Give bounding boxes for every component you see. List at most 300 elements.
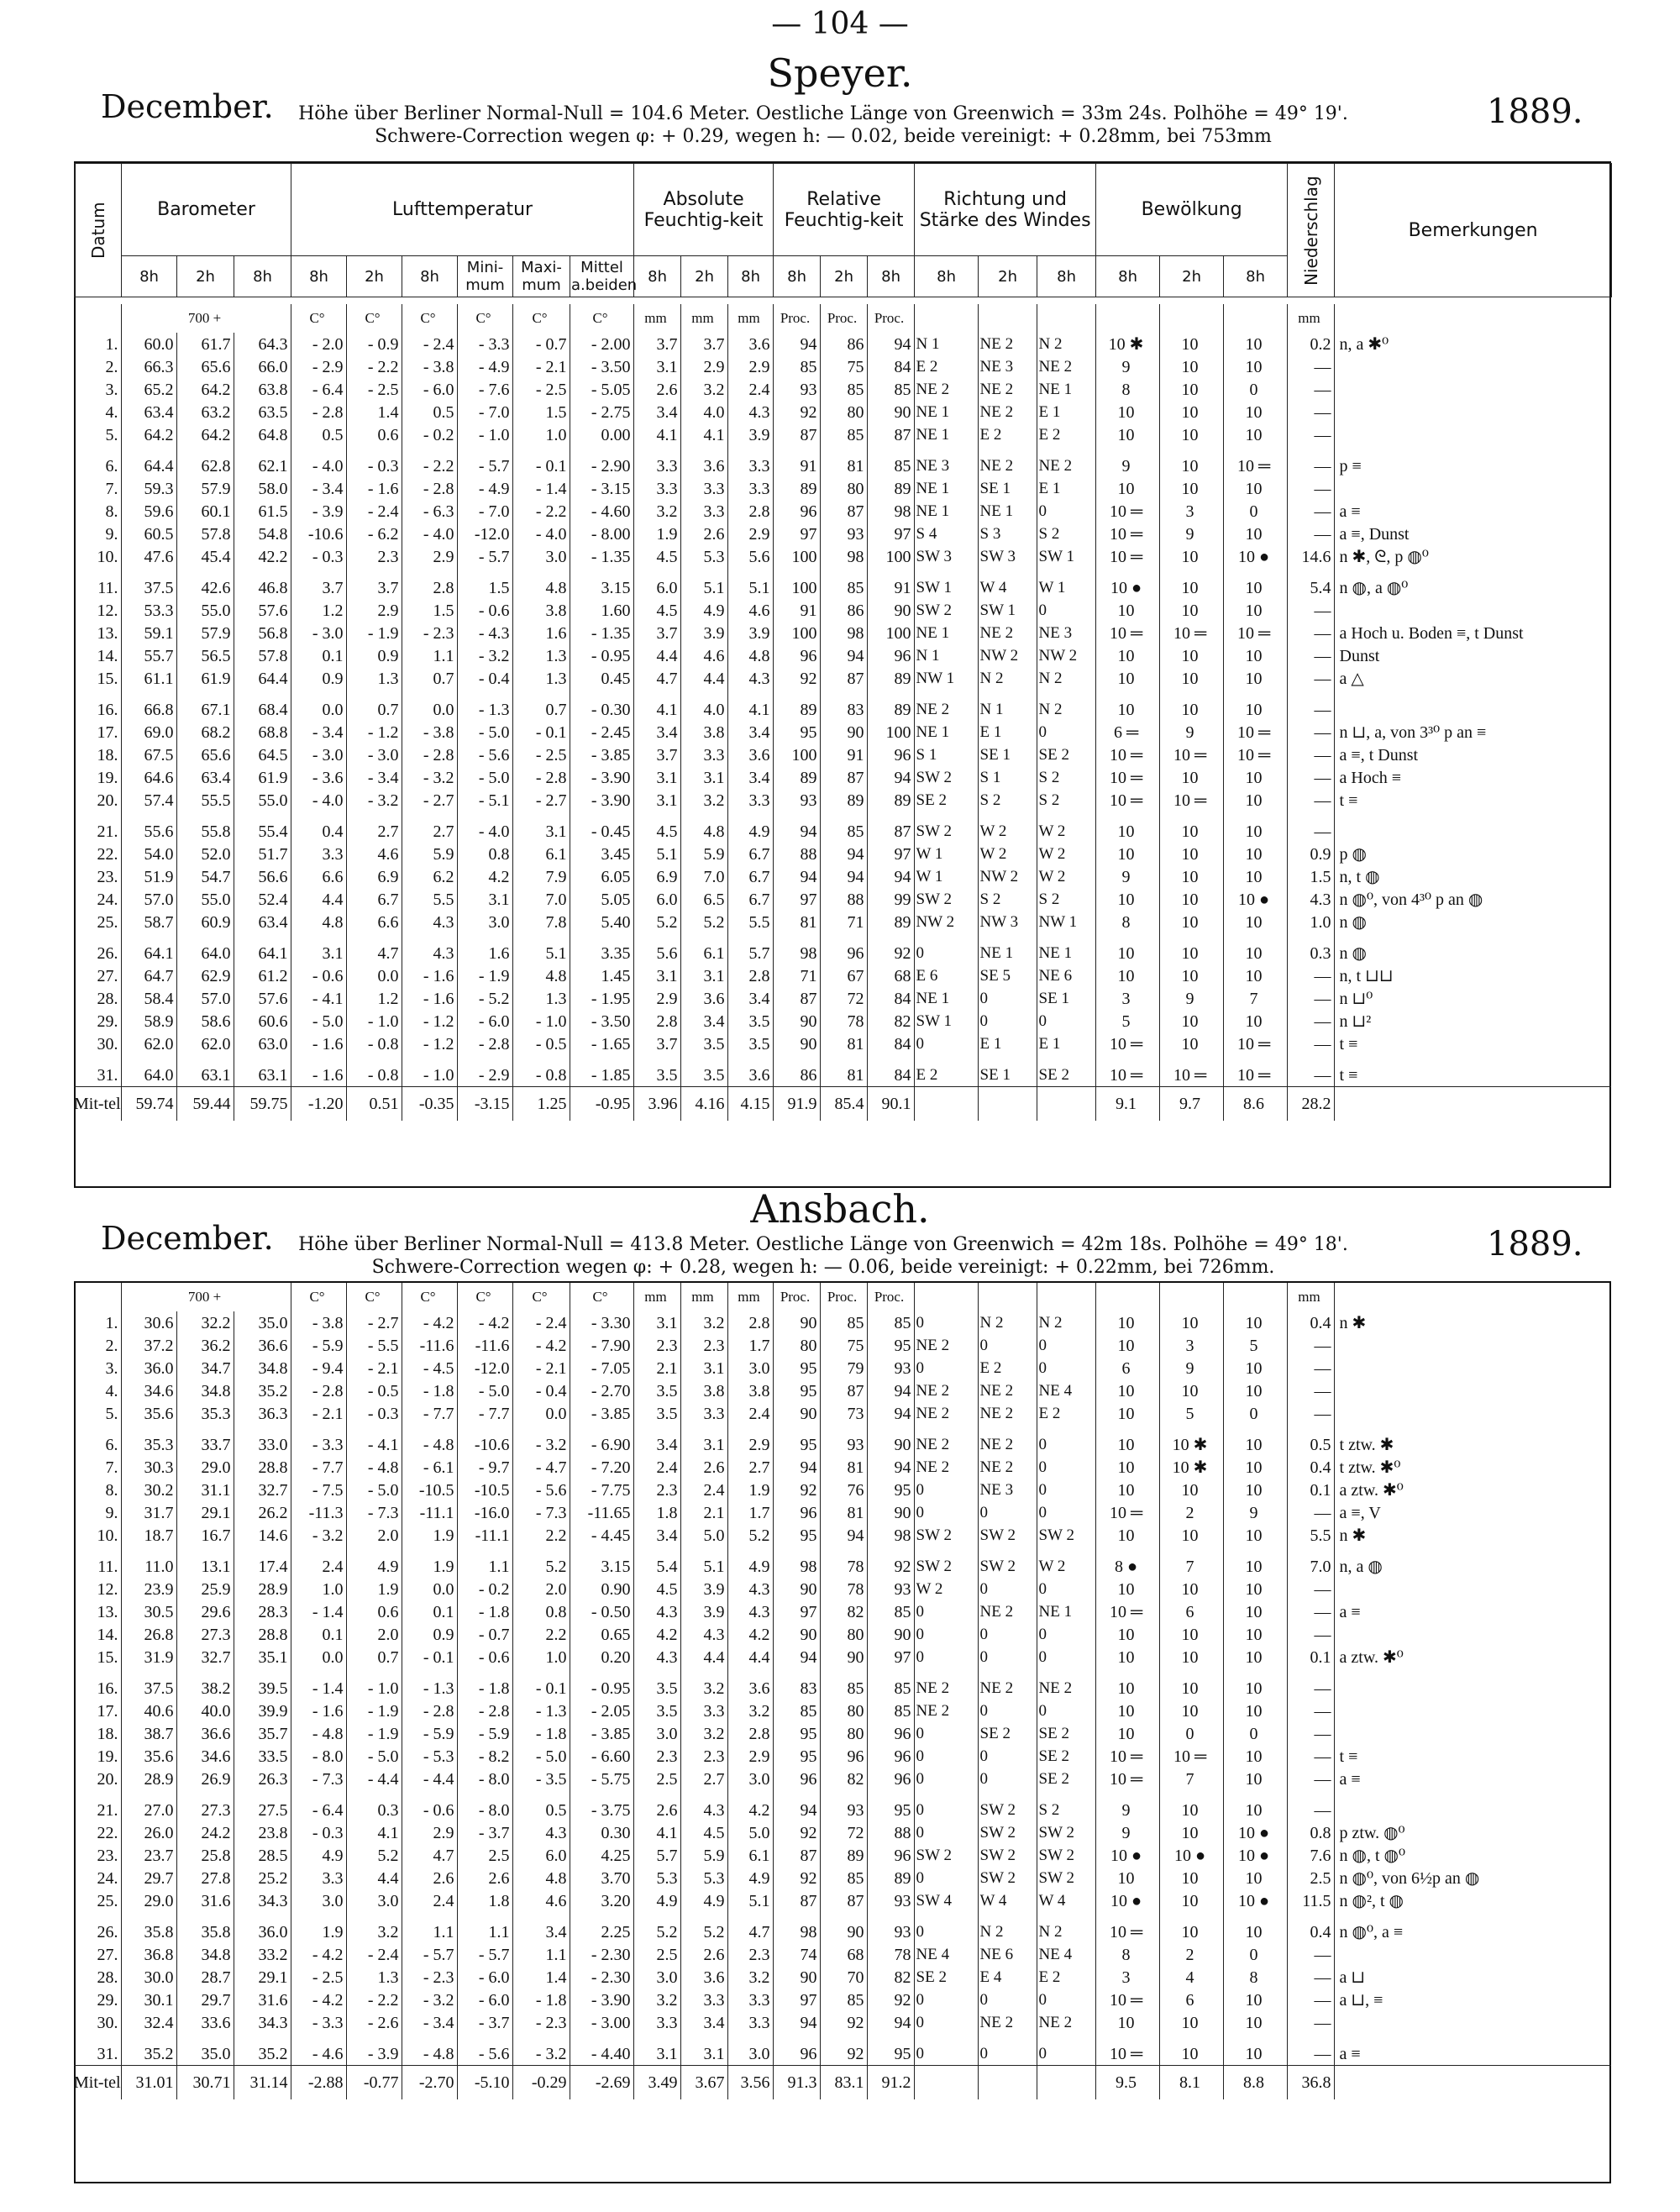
cell-niederschlag: 5.4 xyxy=(1287,568,1334,599)
cell-rel-2h: 82 xyxy=(820,1768,867,1790)
cell-temp-min: -11.6 xyxy=(457,1334,512,1357)
cell-rel-8h: 98 xyxy=(773,933,820,964)
cell-rel-2h: 98 xyxy=(820,622,867,644)
cell-wind-8h: NE 1 xyxy=(914,987,978,1010)
cell-temp-8h-eve: - 0.2 xyxy=(402,423,457,446)
cell-baro-8h: 64.1 xyxy=(121,933,176,964)
cell-cloud-8h: 10 xyxy=(1095,1722,1159,1745)
cell-temp-8h: 0.0 xyxy=(291,1646,346,1668)
cell-baro-8h: 34.6 xyxy=(121,1379,176,1402)
cell-temp-min: - 6.0 xyxy=(457,1989,512,2011)
cell-rel-8h: 96 xyxy=(773,1501,820,1524)
cell-abs-8h: 3.4 xyxy=(633,1524,680,1547)
cell-temp-2h: - 0.3 xyxy=(346,446,402,477)
cell-cloud-2h: 10 ═ xyxy=(1159,1745,1223,1768)
cell-cloud-8h: 10 ═ xyxy=(1095,1600,1159,1623)
cell-temp-8h-eve: 2.4 xyxy=(402,1889,457,1912)
cell-baro-8h-eve: 63.5 xyxy=(234,401,291,423)
cell-temp-8h-eve: - 1.0 xyxy=(402,1055,457,1087)
cell-baro-8h: 63.4 xyxy=(121,401,176,423)
cell-rel-8h-eve: 94 xyxy=(867,1402,914,1425)
cell-rel-8h-eve: 84 xyxy=(867,1032,914,1055)
cell-abs-2h: 2.6 xyxy=(680,1943,727,1966)
cell-temp-mittel: 3.15 xyxy=(570,568,633,599)
cell-temp-8h: 4.9 xyxy=(291,1844,346,1867)
cell-cloud-8h: 10 xyxy=(1095,401,1159,423)
cell-temp-min: - 4.2 xyxy=(457,1311,512,1334)
cell-baro-2h: 32.2 xyxy=(176,1311,234,1334)
cell-rel-8h: 91.9 xyxy=(773,1087,820,1122)
cell-temp-mittel: - 1.95 xyxy=(570,987,633,1010)
cell-temp-mittel: - 2.70 xyxy=(570,1379,633,1402)
cell-temp-8h: - 8.0 xyxy=(291,1745,346,1768)
cell-cloud-8h-eve: 10 xyxy=(1223,1989,1287,2011)
cell-niederschlag: — xyxy=(1287,1989,1334,2011)
cell-rel-8h: 90 xyxy=(773,1578,820,1600)
cell-abs-8h-eve: 3.0 xyxy=(727,1768,773,1790)
unit-blank xyxy=(914,304,978,333)
cell-rel-2h: 90 xyxy=(820,1912,867,1943)
cell-cloud-2h: 6 xyxy=(1159,1600,1223,1623)
cell-abs-8h-eve: 3.6 xyxy=(727,1055,773,1087)
cell-abs-8h-eve: 3.6 xyxy=(727,333,773,355)
cell-temp-8h: -1.20 xyxy=(291,1087,346,1122)
cell-temp-8h-eve: - 3.8 xyxy=(402,721,457,743)
cell-datum: 15. xyxy=(97,1647,118,1667)
cell-bemerkungen xyxy=(1334,1379,1611,1402)
cell-cloud-2h: 7 xyxy=(1159,1768,1223,1790)
cell-bemerkungen xyxy=(1334,1357,1611,1379)
cell-baro-8h-eve: 55.0 xyxy=(234,789,291,812)
cell-cloud-8h-eve: 9 xyxy=(1223,1501,1287,1524)
cell-wind-2h: NE 2 xyxy=(978,446,1037,477)
cell-niederschlag: 14.6 xyxy=(1287,545,1334,568)
cell-temp-8h-eve: 6.2 xyxy=(402,865,457,888)
rows-speyer xyxy=(74,333,1611,1121)
cell-wind-8h-eve: N 2 xyxy=(1037,333,1095,355)
cell-abs-2h: 5.2 xyxy=(680,1912,727,1943)
cell-baro-2h: 57.9 xyxy=(176,477,234,500)
cell-temp-mittel: 0.90 xyxy=(570,1578,633,1600)
cell-baro-2h: 31.6 xyxy=(176,1889,234,1912)
cell-temp-2h: 1.4 xyxy=(346,401,402,423)
cell-temp-2h: 4.1 xyxy=(346,1821,402,1844)
page-number: — 104 — xyxy=(771,7,909,41)
cell-baro-2h: 35.8 xyxy=(176,1912,234,1943)
table-row xyxy=(74,1966,1611,1989)
cell-abs-8h: 4.5 xyxy=(633,1578,680,1600)
cell-temp-mittel: - 7.05 xyxy=(570,1357,633,1379)
table-row xyxy=(74,1821,1611,1844)
cell-wind-8h-eve: NE 2 xyxy=(1037,1668,1095,1700)
unit-blank xyxy=(1334,1283,1611,1311)
cell-baro-2h: 33.6 xyxy=(176,2011,234,2034)
cell-cloud-8h: 10 xyxy=(1095,1456,1159,1479)
cell-baro-8h-eve: 63.4 xyxy=(234,911,291,933)
cell-niederschlag: — xyxy=(1287,423,1334,446)
cell-abs-8h: 5.6 xyxy=(633,933,680,964)
cell-temp-8h: - 3.3 xyxy=(291,1425,346,1456)
cell-rel-2h: 67 xyxy=(820,964,867,987)
cell-baro-8h-eve: 64.5 xyxy=(234,743,291,766)
cell-rel-8h: 71 xyxy=(773,964,820,987)
cell-wind-8h: NE 2 xyxy=(914,1379,978,1402)
cell-rel-2h: 88 xyxy=(820,888,867,911)
cell-abs-8h-eve: 6.1 xyxy=(727,1844,773,1867)
unit-blank xyxy=(1223,304,1287,333)
cell-wind-8h-eve: E 1 xyxy=(1037,1032,1095,1055)
cell-wind-2h: NE 2 xyxy=(978,1456,1037,1479)
cell-datum: 23. xyxy=(97,1846,118,1865)
sub-2h: 2h xyxy=(177,256,234,297)
cell-abs-8h: 3.2 xyxy=(633,500,680,523)
table-row xyxy=(74,865,1611,888)
cell-wind-8h-eve: NE 1 xyxy=(1037,378,1095,401)
cell-abs-8h-eve: 2.7 xyxy=(727,1456,773,1479)
table-row xyxy=(74,1912,1611,1943)
cell-datum: 20. xyxy=(97,1769,118,1789)
cell-baro-2h: 52.0 xyxy=(176,843,234,865)
unit-proc: Proc. xyxy=(773,1283,820,1311)
cell-abs-8h: 4.3 xyxy=(633,1646,680,1668)
cell-rel-2h: 80 xyxy=(820,477,867,500)
cell-niederschlag: — xyxy=(1287,2011,1334,2034)
cell-temp-max: - 4.2 xyxy=(512,1334,570,1357)
cell-baro-8h: 64.2 xyxy=(121,423,176,446)
cell-temp-2h: -0.77 xyxy=(346,2066,402,2100)
cell-temp-min: 0.8 xyxy=(457,843,512,865)
cell-temp-max: 3.8 xyxy=(512,599,570,622)
cell-baro-8h: 51.9 xyxy=(121,865,176,888)
table-row xyxy=(74,690,1611,721)
cell-baro-8h-eve: 54.8 xyxy=(234,523,291,545)
cell-wind-8h: SW 2 xyxy=(914,888,978,911)
cell-baro-2h: 62.8 xyxy=(176,446,234,477)
cell-baro-8h-eve: 62.1 xyxy=(234,446,291,477)
cell-temp-mittel: - 2.05 xyxy=(570,1700,633,1722)
cell-datum: 19. xyxy=(97,768,118,787)
sub-8h: 8h xyxy=(234,256,291,297)
unit-mm: mm xyxy=(680,304,727,333)
cell-baro-2h: 28.7 xyxy=(176,1966,234,1989)
cell-baro-2h: 64.0 xyxy=(176,933,234,964)
cell-rel-8h-eve: 94 xyxy=(867,333,914,355)
cell-wind-8h-eve: 0 xyxy=(1037,721,1095,743)
cell-rel-8h: 80 xyxy=(773,1334,820,1357)
cell-temp-min: - 5.2 xyxy=(457,987,512,1010)
cell-abs-8h: 3.5 xyxy=(633,1402,680,1425)
cell-abs-8h-eve: 3.6 xyxy=(727,1668,773,1700)
cell-bemerkungen xyxy=(1334,1623,1611,1646)
cell-temp-8h: - 4.2 xyxy=(291,1943,346,1966)
cell-rel-8h-eve: 92 xyxy=(867,933,914,964)
sub-8h: 8h xyxy=(868,256,915,297)
cell-abs-8h-eve: 2.9 xyxy=(727,355,773,378)
cell-rel-2h: 83.1 xyxy=(820,2066,867,2100)
cell-cloud-8h-eve: 10 xyxy=(1223,1790,1287,1821)
cell-abs-2h: 3.2 xyxy=(680,1311,727,1334)
cell-temp-min: - 0.7 xyxy=(457,1623,512,1646)
cell-wind-8h: NW 1 xyxy=(914,667,978,690)
cell-abs-8h-eve: 3.9 xyxy=(727,622,773,644)
cell-rel-8h-eve: 95 xyxy=(867,1479,914,1501)
cell-rel-8h-eve: 94 xyxy=(867,2011,914,2034)
cell-abs-8h: 3.4 xyxy=(633,1425,680,1456)
cell-wind-2h: E 2 xyxy=(978,1357,1037,1379)
cell-abs-2h: 4.9 xyxy=(680,599,727,622)
cell-wind-8h: 0 xyxy=(914,1989,978,2011)
cell-temp-2h: 2.7 xyxy=(346,812,402,843)
cell-bemerkungen: a ztw. ✱⁰ xyxy=(1334,1646,1611,1668)
cell-baro-8h-eve: 36.6 xyxy=(234,1334,291,1357)
cell-rel-8h-eve: 90 xyxy=(867,1425,914,1456)
cell-temp-max: 1.25 xyxy=(512,1087,570,1122)
cell-rel-2h: 71 xyxy=(820,911,867,933)
cell-cloud-2h: 10 xyxy=(1159,401,1223,423)
unit-c: C° xyxy=(570,304,633,333)
cell-rel-8h: 97 xyxy=(773,888,820,911)
cell-bemerkungen xyxy=(1334,1668,1611,1700)
cell-cloud-2h: 2 xyxy=(1159,1501,1223,1524)
cell-abs-2h: 3.9 xyxy=(680,1578,727,1600)
cell-abs-8h: 3.4 xyxy=(633,721,680,743)
cell-temp-2h: - 1.9 xyxy=(346,622,402,644)
cell-temp-min: -3.15 xyxy=(457,1087,512,1122)
cell-temp-8h-eve: 0.0 xyxy=(402,690,457,721)
cell-wind-8h-eve: W 2 xyxy=(1037,865,1095,888)
unit-c: C° xyxy=(346,1283,402,1311)
cell-cloud-2h: 10 xyxy=(1159,888,1223,911)
cell-rel-2h: 68 xyxy=(820,1943,867,1966)
cell-temp-8h-eve: - 1.8 xyxy=(402,1379,457,1402)
cell-datum: Mit-tel xyxy=(74,2066,121,2100)
station-meta-speyer xyxy=(277,102,1369,148)
cell-abs-2h: 4.0 xyxy=(680,690,727,721)
cell-rel-2h: 83 xyxy=(820,690,867,721)
cell-temp-max: 6.0 xyxy=(512,1844,570,1867)
cell-cloud-8h-eve: 10 xyxy=(1223,843,1287,865)
cell-temp-max: - 0.7 xyxy=(512,333,570,355)
cell-niederschlag: 7.6 xyxy=(1287,1844,1334,1867)
cell-temp-max: 1.0 xyxy=(512,423,570,446)
cell-temp-2h: 0.7 xyxy=(346,1646,402,1668)
cell-abs-2h: 3.3 xyxy=(680,1700,727,1722)
cell-rel-2h: 92 xyxy=(820,2034,867,2066)
cell-abs-8h: 3.2 xyxy=(633,1989,680,2011)
cell-cloud-8h: 10 xyxy=(1095,1311,1159,1334)
cell-baro-8h: 35.2 xyxy=(121,2034,176,2066)
cell-rel-8h-eve: 85 xyxy=(867,1700,914,1722)
cell-cloud-8h-eve: 10 ═ xyxy=(1223,743,1287,766)
cell-cloud-2h: 9 xyxy=(1159,987,1223,1010)
cell-temp-max: - 0.8 xyxy=(512,1055,570,1087)
cell-wind-8h: SW 2 xyxy=(914,812,978,843)
cell-wind-8h-eve: NE 1 xyxy=(1037,933,1095,964)
cell-baro-8h-eve: 63.0 xyxy=(234,1032,291,1055)
cell-temp-max: - 2.4 xyxy=(512,1311,570,1334)
cell-niederschlag: — xyxy=(1287,1010,1334,1032)
cell-cloud-8h: 9.5 xyxy=(1095,2066,1159,2100)
cell-rel-2h: 76 xyxy=(820,1479,867,1501)
cell-niederschlag: 28.2 xyxy=(1287,1087,1334,1122)
cell-cloud-8h-eve: 0 xyxy=(1223,1943,1287,1966)
cell-datum: 7. xyxy=(105,1458,118,1477)
cell-rel-8h: 86 xyxy=(773,1055,820,1087)
cell-baro-8h: 26.0 xyxy=(121,1821,176,1844)
cell-temp-min: - 6.0 xyxy=(457,1010,512,1032)
cell-temp-mittel: - 3.90 xyxy=(570,766,633,789)
cell-wind-8h: SW 2 xyxy=(914,1547,978,1578)
cell-temp-min: 1.5 xyxy=(457,568,512,599)
cell-bemerkungen: t ztw. ✱ xyxy=(1334,1425,1611,1456)
cell-cloud-8h-eve: 10 xyxy=(1223,423,1287,446)
cell-temp-8h: - 6.4 xyxy=(291,378,346,401)
cell-wind-8h: NE 2 xyxy=(914,1456,978,1479)
cell-temp-mittel: - 7.90 xyxy=(570,1334,633,1357)
col-datum: Datum xyxy=(75,164,122,297)
cell-niederschlag: — xyxy=(1287,1334,1334,1357)
cell-baro-8h-eve: 64.3 xyxy=(234,333,291,355)
cell-datum: 22. xyxy=(97,1823,118,1842)
cell-cloud-8h: 10 ═ xyxy=(1095,622,1159,644)
cell-niederschlag: — xyxy=(1287,812,1334,843)
cell-abs-8h: 4.1 xyxy=(633,690,680,721)
cell-abs-8h-eve: 4.9 xyxy=(727,812,773,843)
table-row xyxy=(74,1456,1611,1479)
cell-abs-8h: 3.0 xyxy=(633,1966,680,1989)
cell-abs-8h: 3.3 xyxy=(633,477,680,500)
cell-wind-8h-eve: W 2 xyxy=(1037,812,1095,843)
cell-datum: 16. xyxy=(97,700,118,719)
cell-rel-8h-eve: 96 xyxy=(867,644,914,667)
cell-cloud-8h: 10 ● xyxy=(1095,1844,1159,1867)
cell-wind-8h: NE 2 xyxy=(914,1334,978,1357)
cell-temp-mittel: 5.05 xyxy=(570,888,633,911)
cell-abs-8h-eve: 2.3 xyxy=(727,1943,773,1966)
cell-temp-min: -12.0 xyxy=(457,1357,512,1379)
cell-temp-max: - 2.1 xyxy=(512,355,570,378)
cell-rel-8h: 93 xyxy=(773,378,820,401)
cell-datum: 9. xyxy=(105,524,118,544)
cell-rel-8h-eve: 94 xyxy=(867,766,914,789)
cell-baro-8h: 23.9 xyxy=(121,1578,176,1600)
cell-bemerkungen: t ≡ xyxy=(1334,1032,1611,1055)
cell-temp-min: 1.1 xyxy=(457,1912,512,1943)
table-row xyxy=(74,1501,1611,1524)
cell-baro-8h: 37.5 xyxy=(121,1668,176,1700)
cell-temp-8h-eve: - 4.4 xyxy=(402,1768,457,1790)
cell-baro-2h: 63.4 xyxy=(176,766,234,789)
table-row xyxy=(74,911,1611,933)
cell-temp-8h: 0.1 xyxy=(291,1623,346,1646)
cell-temp-2h: 3.7 xyxy=(346,568,402,599)
cell-rel-2h: 80 xyxy=(820,1700,867,1722)
cell-rel-8h-eve: 88 xyxy=(867,1821,914,1844)
cell-rel-8h-eve: 90 xyxy=(867,401,914,423)
cell-cloud-8h-eve: 10 xyxy=(1223,333,1287,355)
cell-cloud-2h: 6 xyxy=(1159,1989,1223,2011)
cell-temp-mittel: - 2.30 xyxy=(570,1966,633,1989)
cell-datum: Mit-tel xyxy=(74,1087,121,1122)
unit-c: C° xyxy=(291,1283,346,1311)
cell-abs-8h: 2.5 xyxy=(633,1768,680,1790)
cell-rel-2h: 87 xyxy=(820,667,867,690)
cell-rel-2h: 81 xyxy=(820,1456,867,1479)
cell-temp-mittel: - 2.30 xyxy=(570,1943,633,1966)
unit-c: C° xyxy=(570,1283,633,1311)
cell-baro-8h: 55.6 xyxy=(121,812,176,843)
cell-cloud-2h: 10 xyxy=(1159,423,1223,446)
cell-cloud-8h-eve: 10 xyxy=(1223,1547,1287,1578)
cell-abs-2h: 5.1 xyxy=(680,568,727,599)
cell-bemerkungen: n ◍, a ◍⁰ xyxy=(1334,568,1611,599)
cell-temp-2h: 6.7 xyxy=(346,888,402,911)
cell-cloud-2h: 10 xyxy=(1159,1646,1223,1668)
cell-cloud-8h-eve: 10 xyxy=(1223,964,1287,987)
cell-wind-8h: NE 1 xyxy=(914,401,978,423)
cell-niederschlag: — xyxy=(1287,964,1334,987)
cell-rel-2h: 86 xyxy=(820,599,867,622)
cell-abs-2h: 6.1 xyxy=(680,933,727,964)
cell-wind-8h: SW 2 xyxy=(914,1524,978,1547)
cell-temp-8h: - 0.6 xyxy=(291,964,346,987)
cell-wind-8h: 0 xyxy=(914,1646,978,1668)
cell-temp-8h-eve: 0.0 xyxy=(402,1578,457,1600)
cell-rel-2h: 87 xyxy=(820,766,867,789)
cell-temp-2h: - 3.0 xyxy=(346,743,402,766)
cell-cloud-8h-eve: 10 xyxy=(1223,1379,1287,1402)
cell-baro-8h-eve: 61.5 xyxy=(234,500,291,523)
cell-temp-8h: - 3.4 xyxy=(291,477,346,500)
cell-wind-2h: NE 1 xyxy=(978,500,1037,523)
cell-temp-mittel: 0.30 xyxy=(570,1821,633,1844)
cell-niederschlag: — xyxy=(1287,401,1334,423)
cell-temp-mittel: - 4.60 xyxy=(570,500,633,523)
cell-baro-8h: 30.5 xyxy=(121,1600,176,1623)
cell-temp-min: - 7.0 xyxy=(457,401,512,423)
cell-baro-2h: 58.6 xyxy=(176,1010,234,1032)
cell-niederschlag: — xyxy=(1287,1668,1334,1700)
cell-wind-8h-eve: SE 2 xyxy=(1037,1745,1095,1768)
cell-cloud-8h: 10 xyxy=(1095,843,1159,865)
cell-abs-8h-eve: 3.0 xyxy=(727,2034,773,2066)
cell-wind-2h: W 2 xyxy=(978,812,1037,843)
cell-wind-8h-eve: NW 1 xyxy=(1037,911,1095,933)
cell-abs-2h: 3.5 xyxy=(680,1055,727,1087)
cell-abs-8h: 5.2 xyxy=(633,911,680,933)
cell-cloud-2h: 10 xyxy=(1159,1479,1223,1501)
cell-abs-8h-eve: 2.9 xyxy=(727,523,773,545)
cell-cloud-8h: 3 xyxy=(1095,1966,1159,1989)
cell-wind-2h: 0 xyxy=(978,1768,1037,1790)
cell-datum: 3. xyxy=(105,1358,118,1378)
cell-rel-8h: 97 xyxy=(773,1600,820,1623)
cell-niederschlag: 4.3 xyxy=(1287,888,1334,911)
table-row xyxy=(74,1010,1611,1032)
cell-datum: 3. xyxy=(105,380,118,399)
cell-datum: 18. xyxy=(97,1724,118,1743)
cell-datum: 6. xyxy=(105,456,118,476)
cell-cloud-8h-eve: 10 ● xyxy=(1223,1844,1287,1867)
unit-mm: mm xyxy=(633,1283,680,1311)
cell-bemerkungen xyxy=(1334,1790,1611,1821)
cell-rel-2h: 81 xyxy=(820,1032,867,1055)
cell-temp-max: 4.8 xyxy=(512,1867,570,1889)
cell-rel-8h: 90 xyxy=(773,1032,820,1055)
unit-blank xyxy=(914,1283,978,1311)
cell-baro-8h-eve: 51.7 xyxy=(234,843,291,865)
cell-temp-8h-eve: 2.7 xyxy=(402,812,457,843)
